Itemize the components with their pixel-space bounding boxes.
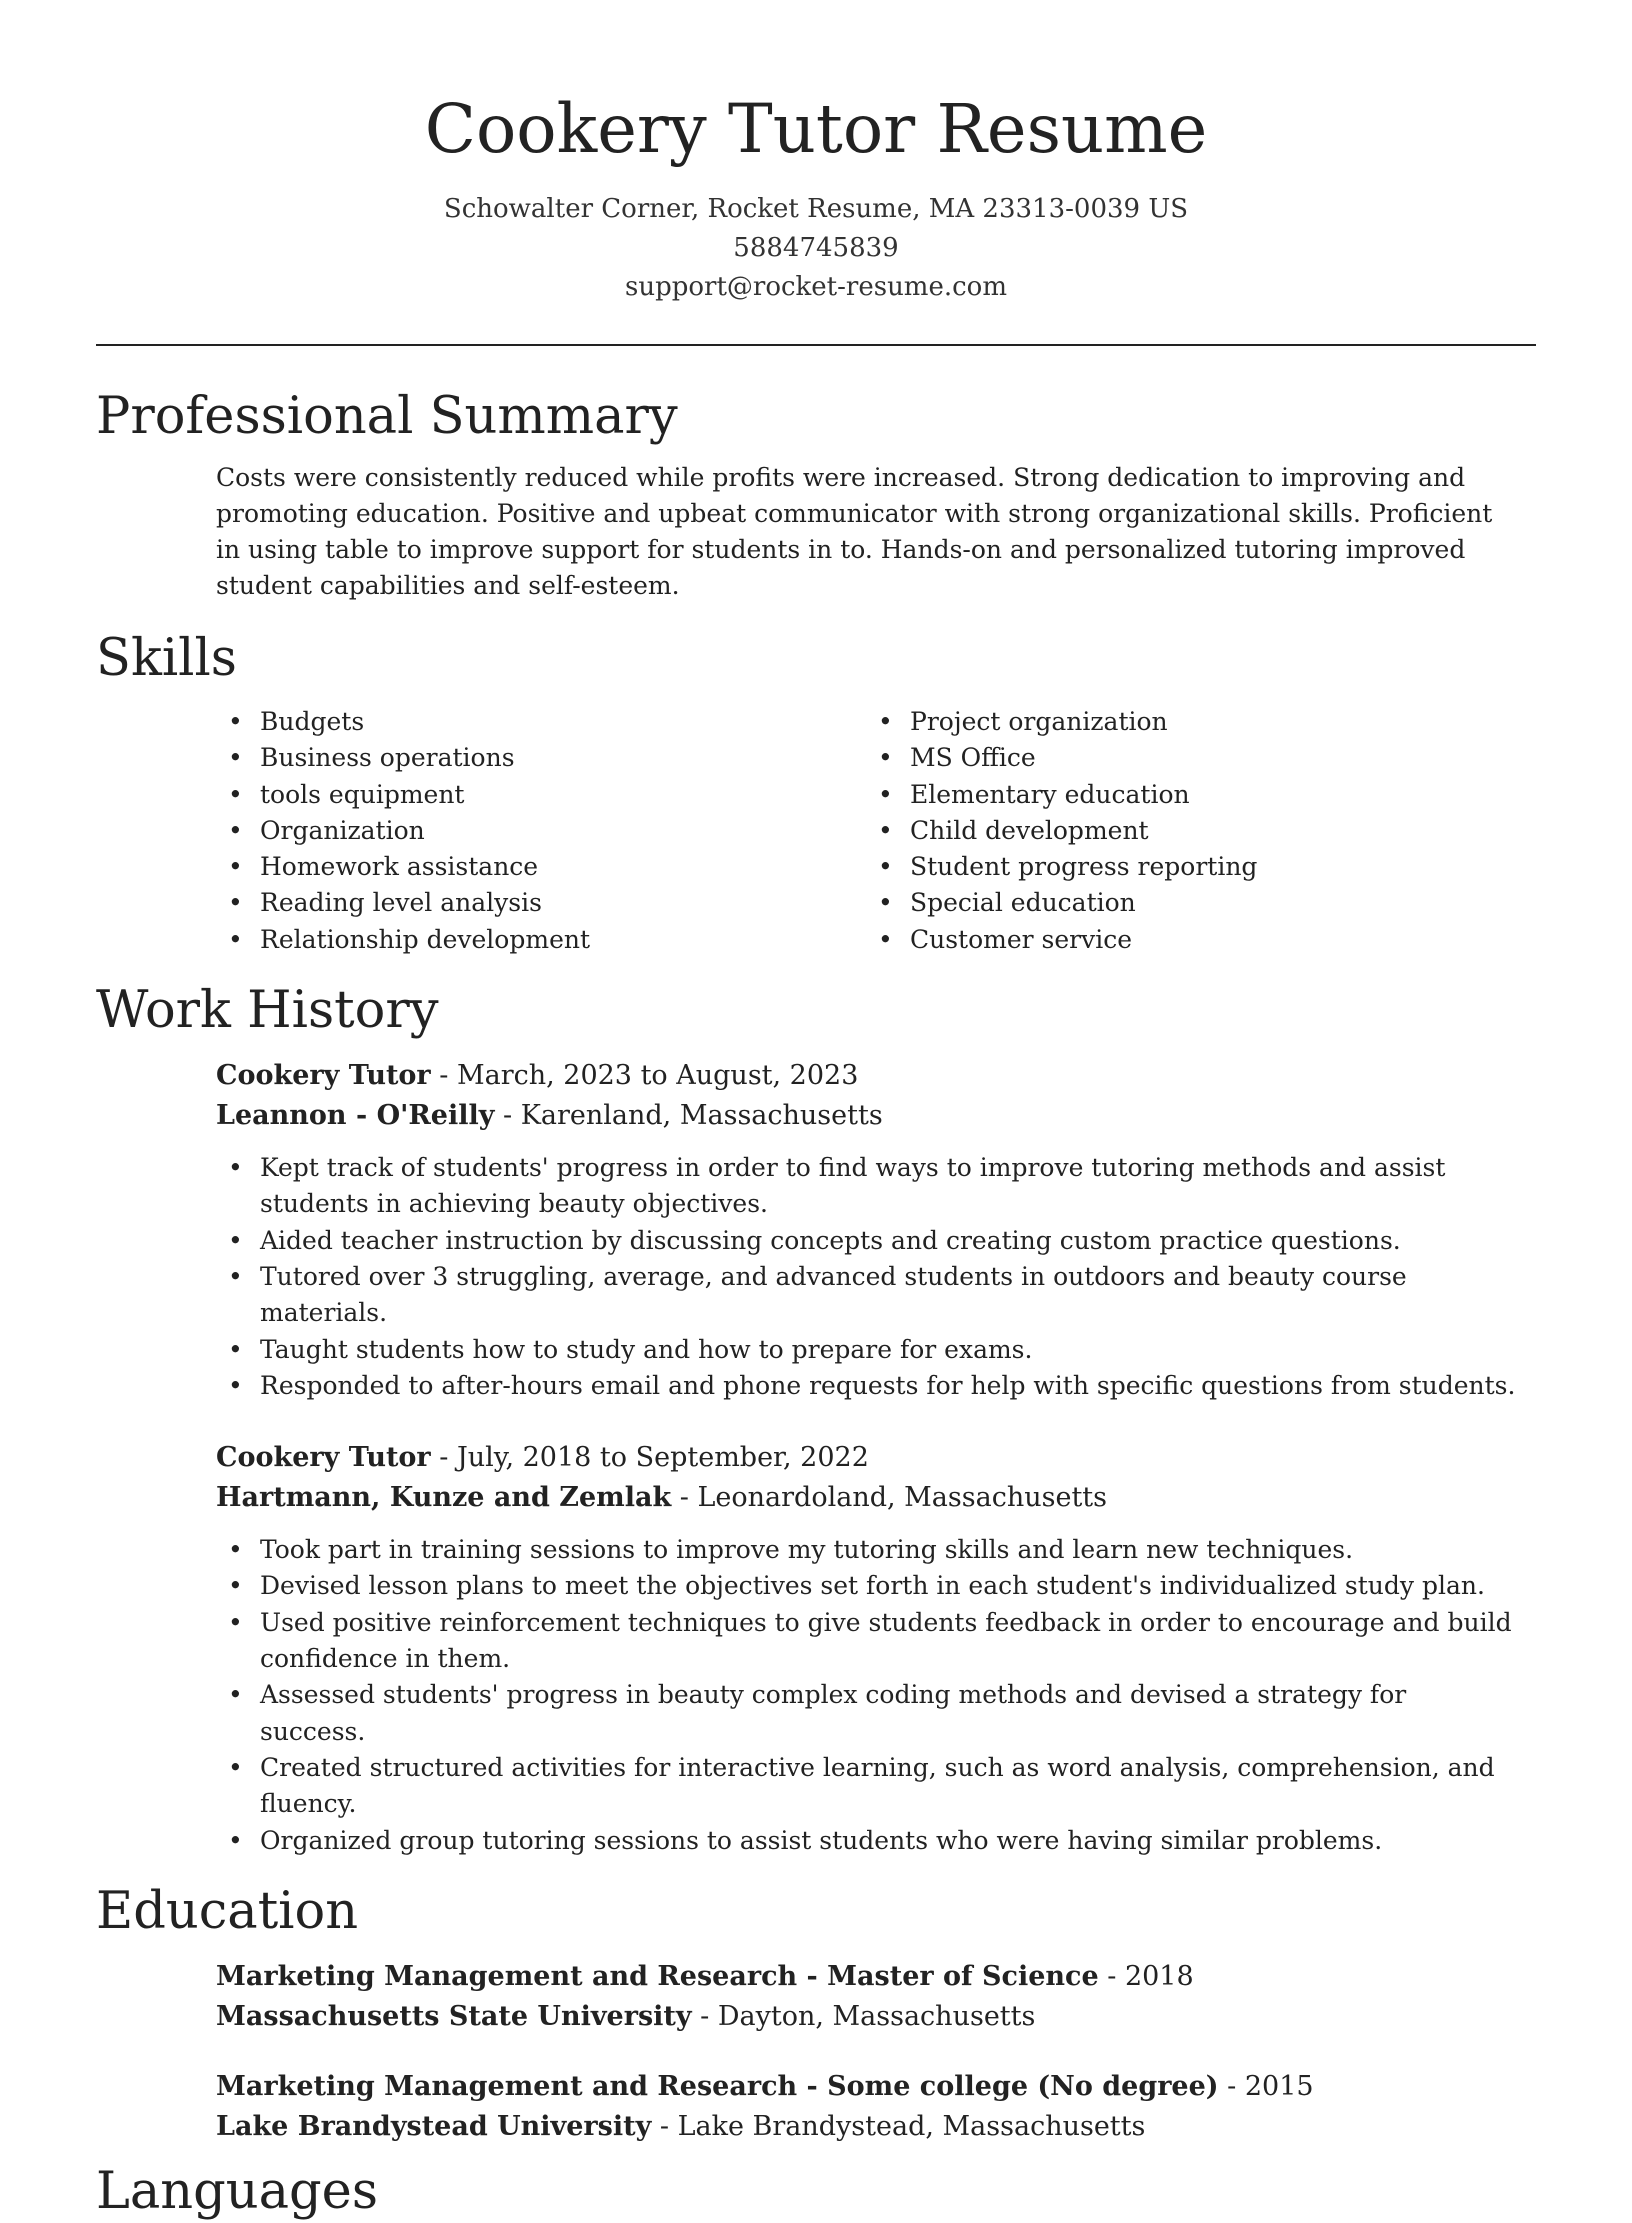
- job-title-line: [216, 1056, 1516, 1096]
- resume-header: [96, 0, 1536, 307]
- job-dates: - March, 2023 to August, 2023: [430, 1060, 859, 1092]
- languages-heading: Languages: [96, 2161, 379, 2221]
- job-bullet: • Tutored over 3 struggling, average, and advanced students in outdoors and beauty course materials.: [216, 1259, 1516, 1332]
- education-school-line: [216, 2107, 1516, 2147]
- education-school: Lake Brandystead University: [216, 2110, 652, 2142]
- job-location: - Karenland, Massachusetts: [494, 1100, 883, 1132]
- job-location: - Leonardoland, Massachusetts: [671, 1482, 1107, 1514]
- job-bullet: • Aided teacher instruction by discussing concepts and creating custom practice questions.: [216, 1223, 1516, 1259]
- job-bullet: • Responded to after-hours email and phone requests for help with specific questions from students.: [216, 1368, 1516, 1404]
- job-bullets: [216, 1150, 1516, 1404]
- summary-heading: Professional Summary: [96, 387, 678, 446]
- education-entry: [216, 2067, 1516, 2147]
- skill-item: • Elementary education: [866, 777, 1516, 813]
- contact-block: [96, 190, 1536, 307]
- job-company-line: [216, 1478, 1516, 1518]
- job-bullets: [216, 1532, 1516, 1859]
- education-degree-line: [216, 1957, 1516, 1997]
- contact-address: Schowalter Corner, Rocket Resume, MA 23313-0039 US: [443, 194, 1189, 224]
- skill-item: • tools equipment: [216, 777, 866, 813]
- skills-heading: Skills: [96, 629, 237, 688]
- job-role: Cookery Tutor: [216, 1060, 431, 1092]
- skill-item: • Reading level analysis: [216, 885, 866, 921]
- skill-item: • Special education: [866, 885, 1516, 921]
- summary-text: Costs were consistently reduced while profits were increased. Strong dedication to improving and promoting education. Positive and upbeat communicator with strong organizational skills. Proficient in using table to improve support for students in to. Hands-on and personalized tutoring improved student capabilities and self-esteem.: [216, 463, 1493, 600]
- job-bullet: • Assessed students' progress in beauty complex coding methods and devised a strategy for success.: [216, 1677, 1516, 1750]
- contact-email: support@rocket-resume.com: [624, 272, 1007, 302]
- job-bullet: • Taught students how to study and how to prepare for exams.: [216, 1332, 1516, 1368]
- education-field: Marketing Management and Research: [216, 1960, 798, 1992]
- education-school: Massachusetts State University: [216, 2000, 692, 2032]
- work-history-heading: Work History: [96, 981, 439, 1041]
- job-company: Hartmann, Kunze and Zemlak: [216, 1482, 672, 1514]
- skill-item: • Relationship development: [216, 922, 866, 958]
- education-degree: - Some college (No degree): [797, 2070, 1219, 2102]
- skill-item: • Organization: [216, 813, 866, 849]
- education-location: - Dayton, Massachusetts: [691, 2000, 1036, 2032]
- work-history-section: [96, 980, 1536, 1859]
- education-location: - Lake Brandystead, Massachusetts: [651, 2110, 1146, 2142]
- job-bullet: • Devised lesson plans to meet the objectives set forth in each student's individualized study plan.: [216, 1568, 1516, 1604]
- education-field: Marketing Management and Research: [216, 2070, 798, 2102]
- education-year: - 2015: [1218, 2070, 1314, 2102]
- skill-item: • Student progress reporting: [866, 849, 1516, 885]
- job-company: Leannon - O'Reilly: [216, 1100, 495, 1132]
- skill-item: • Homework assistance: [216, 849, 866, 885]
- job-bullet: • Organized group tutoring sessions to assist students who were having similar problems.: [216, 1823, 1516, 1859]
- job-company-line: [216, 1096, 1516, 1136]
- education-year: - 2018: [1098, 1960, 1194, 1992]
- education-heading: Education: [96, 1881, 359, 1941]
- education-section: [96, 1881, 1536, 2147]
- job-bullet: • Created structured activities for interactive learning, such as word analysis, comprehension, and fluency.: [216, 1750, 1516, 1823]
- resume-title: Cookery Tutor Resume: [424, 90, 1208, 168]
- header-divider: [96, 344, 1536, 346]
- skill-item: • Budgets: [216, 704, 866, 740]
- contact-phone: 5884745839: [733, 233, 899, 263]
- education-entry: [216, 1957, 1516, 2037]
- summary-section: [96, 386, 1536, 604]
- job-role: Cookery Tutor: [216, 1442, 431, 1474]
- skills-section: [96, 628, 1536, 958]
- skills-column-right: [866, 704, 1516, 958]
- job-dates: - July, 2018 to September, 2022: [430, 1442, 869, 1474]
- skills-column-left: [216, 704, 866, 958]
- education-school-line: [216, 1997, 1516, 2037]
- job-title-line: [216, 1438, 1516, 1478]
- job-bullet: • Kept track of students' progress in order to find ways to improve tutoring methods and assist students in achieving beauty objectives.: [216, 1150, 1516, 1223]
- education-degree-line: [216, 2067, 1516, 2107]
- education-degree: - Master of Science: [797, 1960, 1099, 1992]
- skill-item: • Child development: [866, 813, 1516, 849]
- skill-item: • Business operations: [216, 740, 866, 776]
- skill-item: • Customer service: [866, 922, 1516, 958]
- job-entry: [216, 1438, 1516, 1859]
- languages-section: [96, 2161, 1536, 2223]
- skills-grid: [96, 704, 1536, 958]
- skill-item: • Project organization: [866, 704, 1516, 740]
- job-bullet: • Used positive reinforcement techniques to give students feedback in order to encourage and build confidence in them.: [216, 1605, 1516, 1678]
- job-entry: [216, 1056, 1516, 1404]
- skill-item: • MS Office: [866, 740, 1516, 776]
- job-bullet: • Took part in training sessions to improve my tutoring skills and learn new techniques.: [216, 1532, 1516, 1568]
